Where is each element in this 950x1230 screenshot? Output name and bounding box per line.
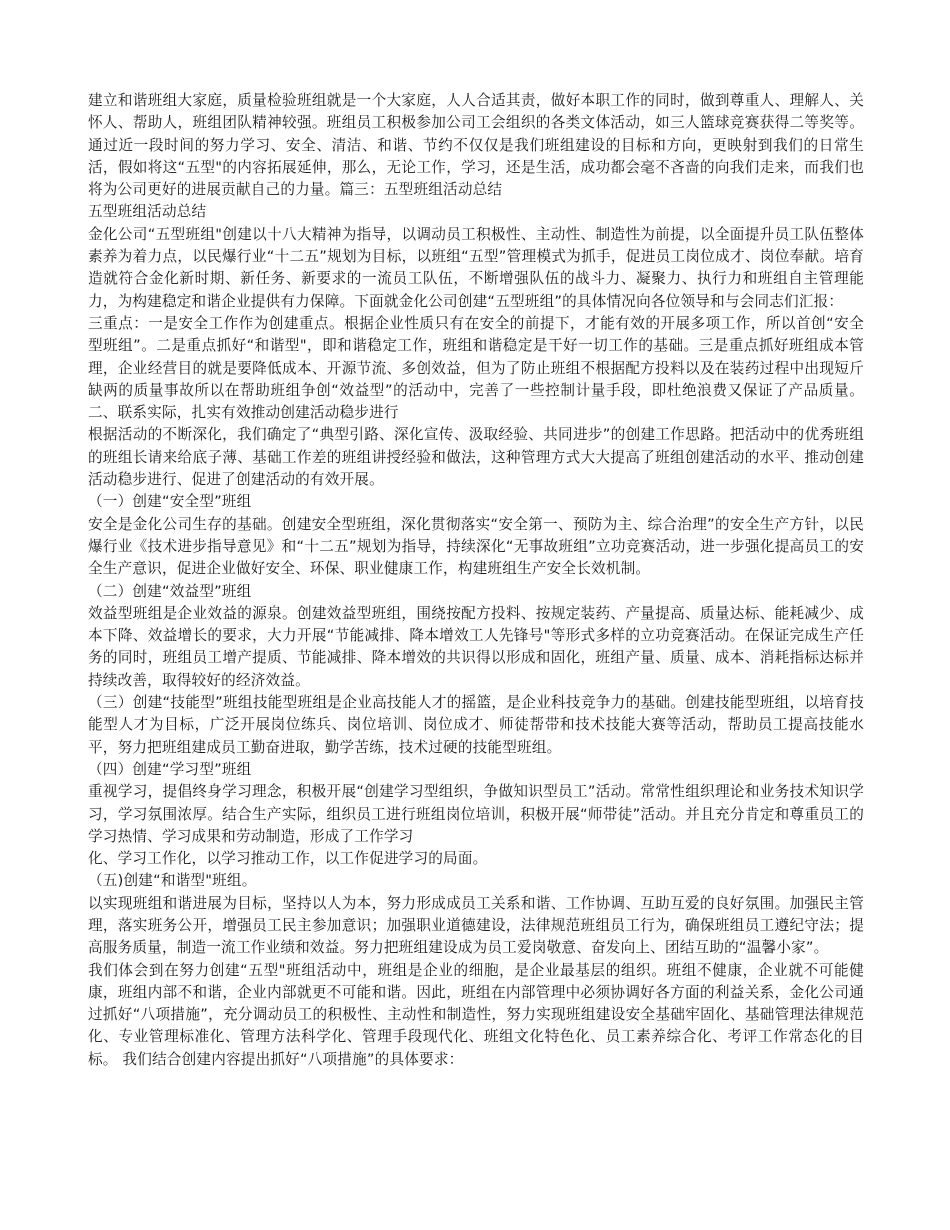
- paragraph-2: 五型班组活动总结: [88, 203, 207, 221]
- section-heading-4: （四）创建“学习型”班组: [88, 760, 252, 778]
- paragraph-1: 建立和谐班组大家庭，质量检验班组就是一个大家庭，人人合适其责，做好本职工作的同时，做到尊重人、理解人、关怀人、帮助人，班组团队精神较强。班组员工积极参加公司工会组织的各类文体活动，如三人篮球竞赛获得二等奖等。 通过近一段时间的努力学习、安全、清洁、和谐、节约不仅仅是我们班组建设的目标和方向，更映射到我们的日常生活，假如将这“五型"的内容拓展延伸，那么，无论工作，学习，还是生活，成功都会毫不吝啬的向我们走来，而我们也将为公司更好的进展贡献自己的力量。篇三：五型班组活动总结: [88, 92, 864, 199]
- paragraph-5: 根据活动的不断深化，我们确定了“典型引路、深化宣传、汲取经验、共同进步”的创建工作思路。把活动中的优秀班组的班组长请来给底子薄、基础工作差的班组讲授经验和做法，这种管理方式大大提高了班组创建活动的水平、推动创建活动稳步进行、促进了创建活动的有效开展。: [88, 426, 864, 489]
- section-heading-2: （二）创建“效益型”班组: [88, 582, 252, 600]
- section-heading-5: （五)创建“和谐型"班组。: [88, 872, 257, 890]
- paragraph-3: 金化公司“五型班组"创建以十八大精神为指导，以调动员工积极性、主动性、制造性为前提，以全面提升员工队伍整体素养为着力点，以民爆行业“十二五”规划为目标，以班组“五型”管理模式为抓手，促进员工岗位成才、岗位奉献。培育造就符合金化新时期、新任务、新要求的一流员工队伍，不断增强队伍的战斗力、凝聚力、执行力和班组自主管理能力，为构建稳定和谐企业提供有力保障。下面就金化公司创建“五型班组”的具体情况向各位领导和与会同志们汇报：: [88, 225, 864, 310]
- paragraph-9: 重视学习，提倡终身学习理念，积极开展“创建学习型组织，争做知识型员工”活动。常常性组织理论和业务技术知识学习，学习氛围浓厚。结合生产实际，组织员工进行班组岗位培训，积极开展“师带徒”活动。并且充分肯定和尊重员工的学习热情、学习成果和劳动制造，形成了工作学习: [88, 783, 864, 845]
- document-body: [88, 90, 864, 1071]
- paragraph-12: 我们体会到在努力创建“五型"班组活动中，班组是企业的细胞，是企业最基层的组织。班组不健康，企业就不可能健康，班组内部不和谐，企业内部就更不可能和谐。因此，班组在内部管理中必须协调好各方面的利益关系，金化公司通过抓好“八项措施”，充分调动员工的积极性、主动性和制造性，努力实现班组建设安全基础牢固化、基础管理法律规范化、专业管理标准化、管理方法科学化、管理手段现代化、班组文化特色化、员工素养综合化、考评工作常态化的目标。 我们结合创建内容提出抓好“八项措施”的具体要求：: [88, 961, 864, 1068]
- paragraph-4: 三重点：一是安全工作作为创建重点。根据企业性质只有在安全的前提下，才能有效的开展多项工作，所以首创“安全型班组”。二是重点抓好“和谐型"，即和谐稳定工作，班组和谐稳定是干好一切工作的基础。三是重点抓好班组成本管理，企业经营目的就是要降低成本、开源节流、多创效益，但为了防止班组不根据配方投料以及在装药过程中出现短斤缺两的质量事故所以在帮助班组争创“效益型”的活动中，完善了一些控制计量手段，即杜绝浪费又保证了产品质量。二、联系实际，扎实有效推动创建活动稳步进行: [88, 314, 864, 422]
- paragraph-6: 安全是金化公司生存的基础。创建安全型班组，深化贯彻落实“安全第一、预防为主、综合治理”的安全生产方针，以民爆行业《技术进步指导意见》和“十二五”规划为指导，持续深化“无事故班组”立功竞赛活动，进一步强化提高员工的安全生产意识，促进企业做好安全、环保、职业健康工作，构建班组生产安全长效机制。: [88, 515, 864, 578]
- paragraph-7: 效益型班组是企业效益的源泉。创建效益型班组，围绕按配方投料、按规定装药、产量提高、质量达标、能耗减少、成本下降、效益增长的要求，大力开展“节能减排、降本增效工人先锋号"等形式多样的立功竞赛活动。在保证完成生产任务的同时，班组员工增产提质、节能减排、降本增效的共识得以形成和固化，班组产量、质量、成本、消耗指标达标并持续改善，取得较好的经济效益。: [88, 604, 864, 689]
- section-heading-1: （一）创建“安全型”班组: [88, 493, 252, 511]
- paragraph-8: （三）创建“技能型”班组技能型班组是企业高技能人才的摇篮，是企业科技竞争力的基础。创建技能型班组，以培育技能型人才为目标，广泛开展岗位练兵、岗位培训、岗位成才、师徒帮带和技术技能大赛等活动，帮助员工提高技能水平，努力把班组建成员工勤奋进取，勤学苦练，技术过硬的技能型班组。: [88, 694, 864, 756]
- paragraph-10: 化、学习工作化，以学习推动工作，以工作促进学习的局面。: [88, 850, 488, 868]
- paragraph-11: 以实现班组和谐进展为目标，坚持以人为本，努力形成成员工关系和谐、工作协调、互助互爱的良好氛围。加强民主管理，落实班务公开，增强员工民主参加意识；加强职业道德建设，法律规范班组员工行为，确保班组员工遵纪守法；提高服务质量，制造一流工作业绩和效益。努力把班组建设成为员工爱岗敬意、奋发向上、团结互助的“温馨小家”。: [88, 894, 864, 957]
